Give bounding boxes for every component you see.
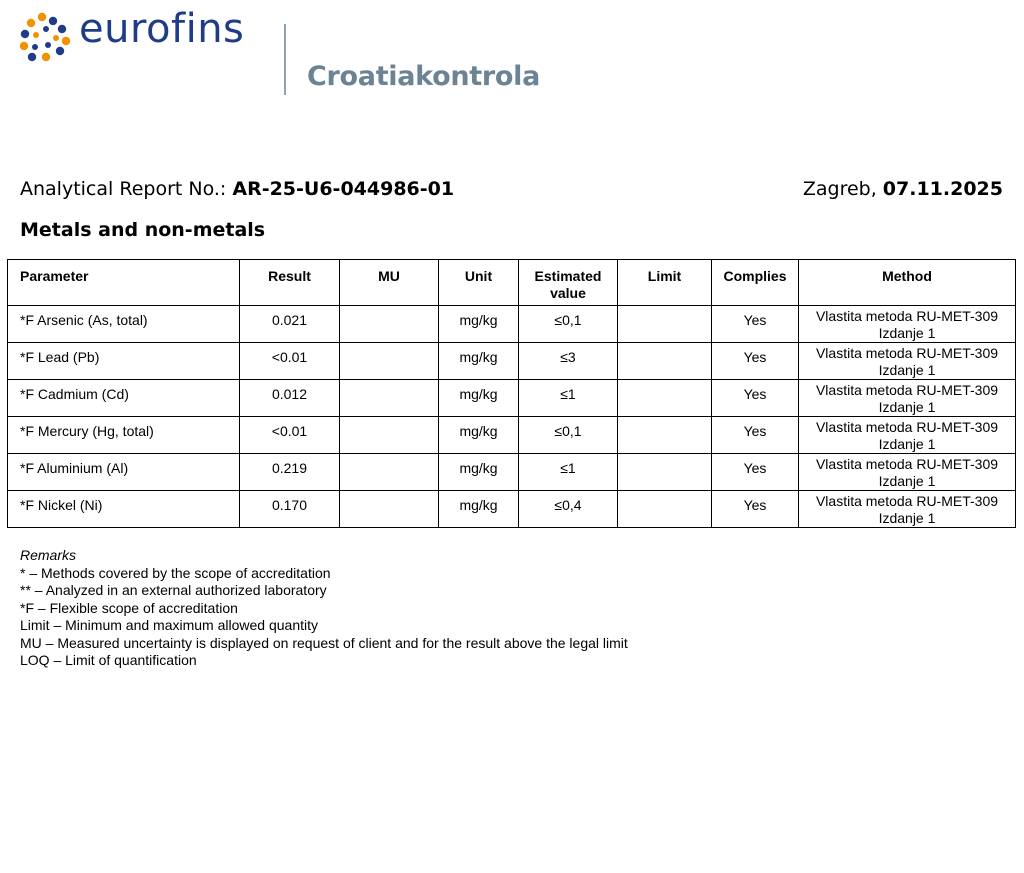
table-row (8, 417, 1016, 454)
cell-limit (618, 343, 712, 380)
results-table (7, 259, 1016, 528)
cell-limit (618, 417, 712, 454)
table-header-row (8, 260, 1016, 306)
place-date-line (803, 178, 1003, 201)
table-row (8, 454, 1016, 491)
table-row (8, 491, 1016, 528)
method-line2: Izdanje 1 (878, 436, 936, 452)
remark-line: *F – Flexible scope of accreditation (20, 599, 238, 616)
cell-result: 0.219 (240, 454, 340, 491)
cell-result: 0.012 (240, 380, 340, 417)
method-line2: Izdanje 1 (878, 473, 936, 489)
cell-method (799, 306, 1016, 343)
method-line2: Izdanje 1 (878, 325, 936, 341)
cell-result: <0.01 (240, 343, 340, 380)
header-method: Method (799, 260, 1016, 306)
cell-estimated: ≤1 (519, 454, 618, 491)
header-estimated-line2: value (550, 285, 586, 301)
cell-limit (618, 306, 712, 343)
cell-method (799, 454, 1016, 491)
cell-parameter: *F Arsenic (As, total) (8, 306, 240, 343)
cell-result: 0.170 (240, 491, 340, 528)
cell-estimated: ≤1 (519, 380, 618, 417)
cell-parameter: *F Mercury (Hg, total) (8, 417, 240, 454)
table-row (8, 306, 1016, 343)
cell-complies: Yes (712, 306, 799, 343)
subbrand-name: Croatiakontrola (307, 61, 541, 92)
report-number-line (20, 178, 454, 201)
cell-method (799, 417, 1016, 454)
remark-line: Limit – Minimum and maximum allowed quantity (20, 617, 318, 633)
method-line1: Vlastita metoda RU-MET-309 (815, 308, 999, 324)
method-line2: Izdanje 1 (878, 510, 936, 526)
method-line1: Vlastita metoda RU-MET-309 (815, 456, 999, 472)
remarks-title: Remarks (20, 547, 77, 563)
cell-mu (340, 306, 439, 343)
cell-mu (340, 491, 439, 528)
header-limit: Limit (618, 260, 712, 306)
report-place: Zagreb, (802, 178, 883, 200)
cell-estimated: ≤0,1 (519, 417, 618, 454)
remarks-block (20, 547, 628, 670)
cell-mu (340, 454, 439, 491)
remark-line: MU – Measured uncertainty is displayed on request of client and for the result above the legal limit (20, 634, 628, 651)
table-row (8, 343, 1016, 380)
brand-name: eurofins (79, 6, 245, 52)
cell-complies: Yes (712, 491, 799, 528)
cell-unit: mg/kg (439, 454, 519, 491)
cell-unit: mg/kg (439, 380, 519, 417)
cell-method (799, 380, 1016, 417)
cell-mu (340, 343, 439, 380)
cell-method (799, 343, 1016, 380)
report-date: 07.11.2025 (882, 178, 1003, 200)
header-divider (284, 24, 286, 95)
cell-estimated: ≤3 (519, 343, 618, 380)
header-complies: Complies (712, 260, 799, 306)
cell-unit: mg/kg (439, 306, 519, 343)
cell-unit: mg/kg (439, 343, 519, 380)
cell-estimated: ≤0,1 (519, 306, 618, 343)
cell-result: <0.01 (240, 417, 340, 454)
cell-parameter: *F Aluminium (Al) (8, 454, 240, 491)
remark-line: ** – Analyzed in an external authorized laboratory (20, 582, 327, 598)
cell-complies: Yes (712, 454, 799, 491)
section-title: Metals and non-metals (20, 219, 266, 241)
cell-parameter: *F Nickel (Ni) (8, 491, 240, 528)
header-parameter: Parameter (8, 260, 240, 306)
cell-parameter: *F Cadmium (Cd) (8, 380, 240, 417)
cell-limit (618, 380, 712, 417)
method-line1: Vlastita metoda RU-MET-309 (815, 382, 999, 398)
cell-estimated: ≤0,4 (519, 491, 618, 528)
cell-complies: Yes (712, 417, 799, 454)
method-line1: Vlastita metoda RU-MET-309 (815, 345, 999, 361)
method-line1: Vlastita metoda RU-MET-309 (815, 493, 999, 509)
cell-complies: Yes (712, 380, 799, 417)
eurofins-logo-mark-icon (18, 12, 72, 62)
cell-unit: mg/kg (439, 491, 519, 528)
method-line2: Izdanje 1 (878, 399, 936, 415)
header-unit: Unit (439, 260, 519, 306)
method-line1: Vlastita metoda RU-MET-309 (815, 419, 999, 435)
cell-limit (618, 454, 712, 491)
table-row (8, 380, 1016, 417)
cell-mu (340, 417, 439, 454)
header-estimated-line1: Estimated (534, 268, 602, 284)
remark-line: * – Methods covered by the scope of accreditation (20, 564, 331, 581)
method-line2: Izdanje 1 (878, 362, 936, 378)
cell-complies: Yes (712, 343, 799, 380)
cell-result: 0.021 (240, 306, 340, 343)
report-number: AR-25-U6-044986-01 (232, 178, 455, 200)
header-mu: MU (340, 260, 439, 306)
report-label: Analytical Report No.: (20, 178, 233, 200)
cell-parameter: *F Lead (Pb) (8, 343, 240, 380)
cell-unit: mg/kg (439, 417, 519, 454)
cell-mu (340, 380, 439, 417)
cell-limit (618, 491, 712, 528)
header-result: Result (240, 260, 340, 306)
remark-line: LOQ – Limit of quantification (20, 652, 197, 668)
header-estimated-value (519, 260, 618, 306)
cell-method (799, 491, 1016, 528)
